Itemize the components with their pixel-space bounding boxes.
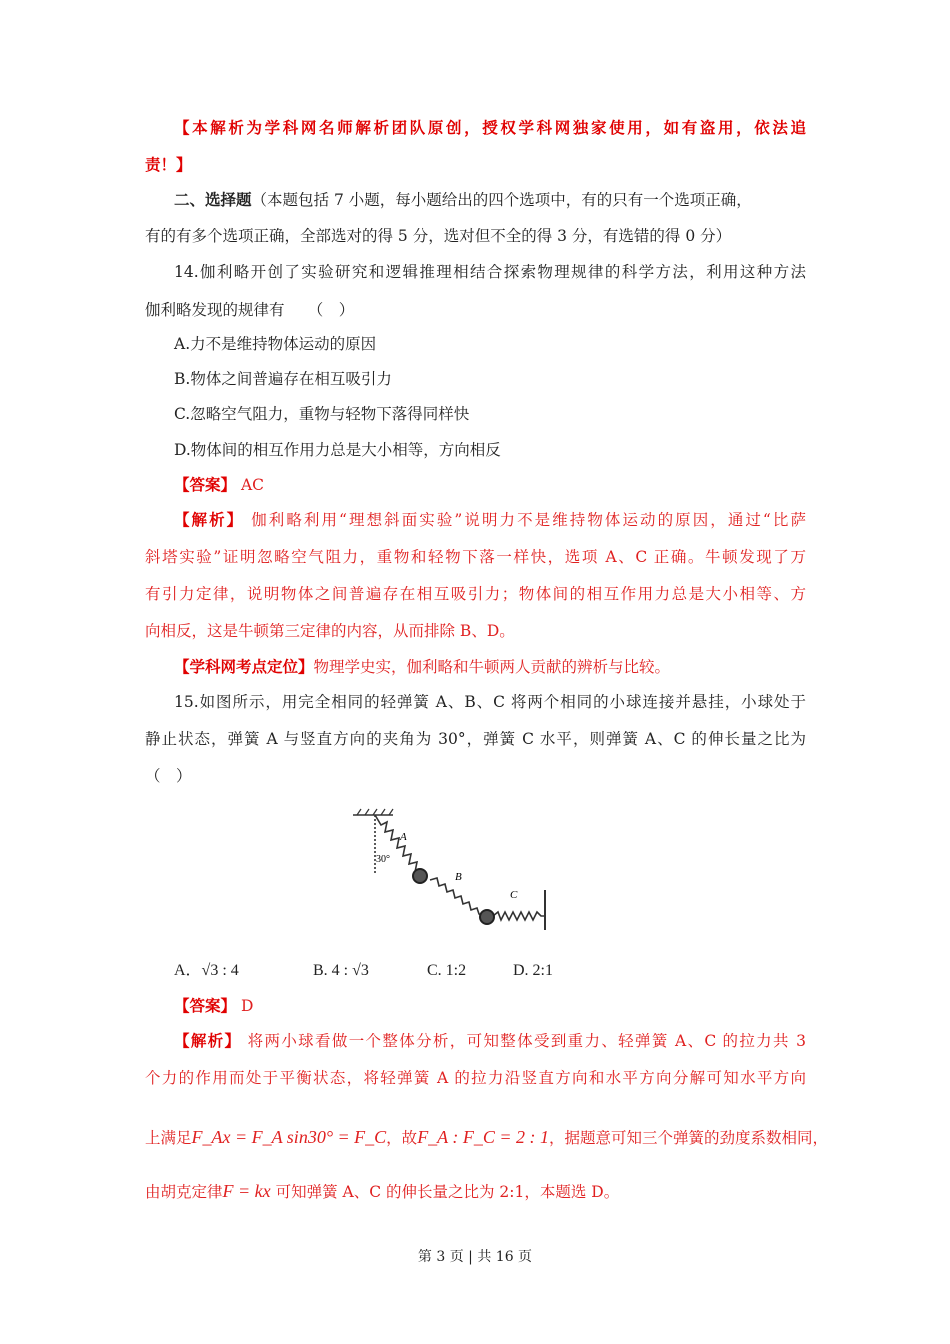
q14-stem: 14.伽利略开创了实验研究和逻辑推理相结合探索物理规律的科学方法，利用这种方法 (174, 263, 806, 281)
text: 上满足 (145, 1129, 192, 1147)
formula-ratio: F_A : F_C = 2 : 1 (417, 1127, 549, 1147)
text: ，故 (386, 1129, 418, 1147)
q14-analysis (174, 510, 806, 530)
answer-label: 【答案】 (174, 476, 237, 494)
analysis-text: 伽利略利用“理想斜面实验”说明力不是维持物体运动的原因，通过“比萨 (251, 511, 806, 529)
q14-answer (174, 475, 806, 495)
q14-analysis-line: 斜塔实验”证明忽略空气阻力，重物和轻物下落一样快，选项 A、C 正确。牛顿发现了万 (145, 548, 806, 566)
section-desc: （本题包括 7 小题，每小题给出的四个选项中，有的只有一个选项正确， (251, 191, 752, 209)
q15-option-b: B. 4 : √3 (313, 962, 369, 979)
analysis-label: 【解析】 (174, 511, 245, 529)
q14-analysis-line: 有引力定律，说明物体之间普遍存在相互吸引力；物体间的相互作用力总是大小相等、方 (145, 585, 806, 603)
point-text: 物理学史实，伽利略和牛顿两人贡献的辨析与比较。 (313, 658, 671, 676)
section-title: 二、选择题 (174, 191, 252, 209)
spring-b (430, 878, 485, 916)
copyright-notice-cont: 责！】 (145, 156, 192, 174)
label-angle: 30° (376, 854, 390, 865)
spring-c (493, 912, 545, 920)
ball-1 (413, 869, 427, 883)
label-a: A (400, 831, 407, 843)
q15-option-a: A．√3 : 4 (174, 962, 239, 979)
analysis-label: 【解析】 (174, 1032, 242, 1050)
q15-answer (174, 996, 806, 1016)
q14-stem-cont: 伽利略发现的规律有 （ ） (145, 301, 355, 319)
q15-option-c: C. 1:2 (427, 962, 467, 979)
label-c: C (510, 889, 518, 901)
page-footer: 第 3 页 | 共 16 页 (417, 1249, 533, 1265)
label-b: B (455, 871, 462, 883)
answer-value: AC (240, 476, 265, 494)
text: ，据题意可知三个弹簧的劲度系数相同， (549, 1129, 829, 1147)
formula-hooke: F = kx (222, 1181, 271, 1201)
analysis-text: 将两小球看做一个整体分析，可知整体受到重力、轻弹簧 A、C 的拉力共 3 (247, 1032, 806, 1050)
q15-analysis (174, 1031, 806, 1051)
q15-analysis-formula-line (145, 1124, 829, 1151)
q15-analysis-line (145, 1180, 806, 1203)
section-desc-cont: 有的有多个选项正确，全部选对的得 5 分，选对但不全的得 3 分，有选错的得 0 分） (145, 227, 732, 245)
spring-figure (345, 800, 575, 935)
q14-point (174, 657, 806, 677)
q14-option-a: A.力不是维持物体运动的原因 (174, 335, 377, 353)
q15-stem: 15.如图所示，用完全相同的轻弹簧 A、B、C 将两个相同的小球连接并悬挂，小球处于 (174, 693, 806, 711)
copyright-notice: 【本解析为学科网名师解析团队原创，授权学科网独家使用，如有盗用，依法追 (174, 119, 806, 137)
q14-option-b: B.物体之间普遍存在相互吸引力 (174, 370, 392, 388)
answer-value: D (240, 997, 254, 1015)
ball-2 (480, 910, 494, 924)
q15-analysis-line: 个力的作用而处于平衡状态，将轻弹簧 A 的拉力沿竖直方向和水平方向分解可知水平方向 (145, 1069, 806, 1087)
spring-a (375, 815, 423, 878)
section-heading (174, 190, 806, 210)
text: 可知弹簧 A、C 的伸长量之比为 2:1，本题选 D。 (275, 1183, 620, 1201)
answer-label: 【答案】 (174, 997, 237, 1015)
q15-stem-cont: （ ） (145, 767, 192, 785)
q15-option-d: D. 2:1 (513, 962, 553, 979)
text: 由胡克定律 (145, 1183, 223, 1201)
q14-option-d: D.物体间的相互作用力总是大小相等，方向相反 (174, 441, 501, 459)
q14-analysis-line: 向相反，这是牛顿第三定律的内容，从而排除 B、D。 (145, 622, 515, 640)
point-label: 【学科网考点定位】 (174, 658, 314, 676)
formula-fax: F_Ax = F_A sin30° = F_C (191, 1127, 387, 1147)
q15-stem-cont: 静止状态，弹簧 A 与竖直方向的夹角为 30°，弹簧 C 水平，则弹簧 A、C 的伸长量之比为 (145, 730, 806, 748)
q14-option-c: C.忽略空气阻力，重物与轻物下落得同样快 (174, 405, 470, 423)
